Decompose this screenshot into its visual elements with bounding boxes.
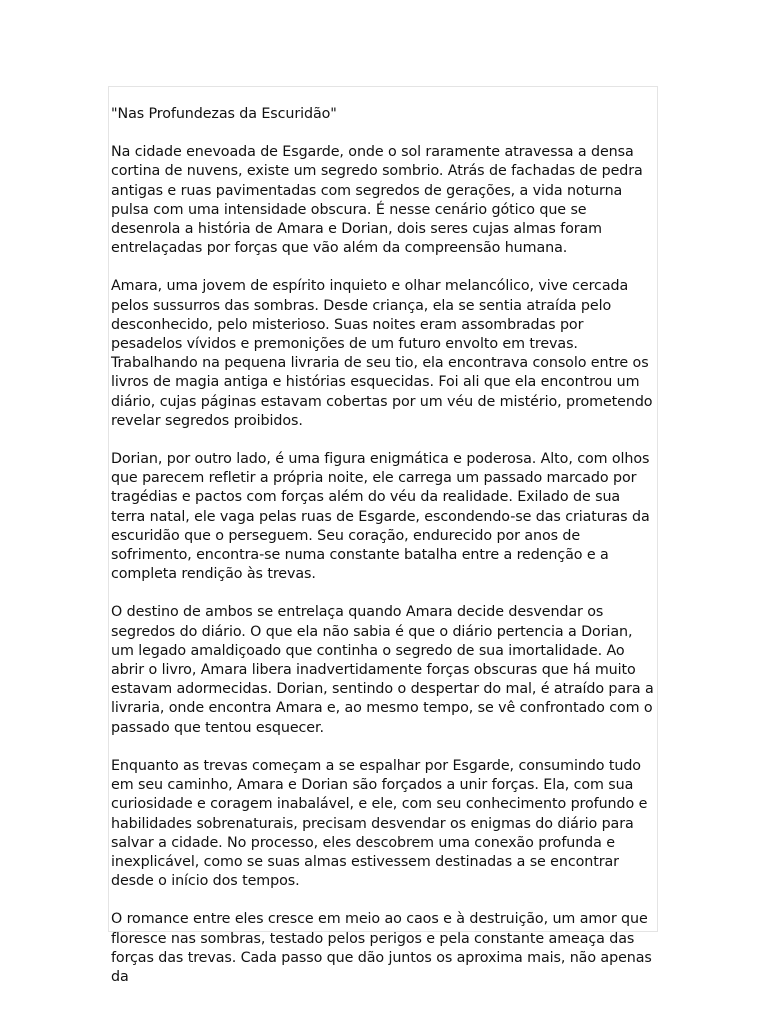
document-content [111,105,657,1006]
text-frame [108,86,658,985]
paragraph-6: O romance entre eles cresce em meio ao caos e à destruição, um amor que floresce nas sombras, testado pelos perigos e pela constante ameaça das forças das trevas. Cada passo que dão juntos os aproxima mais, não apenas da [111,911,652,985]
paragraph-4: O destino de ambos se entrelaça quando Amara decide desvendar os segredos do diário. O que ela não sabia é que o diário pertencia a Dorian, um legado amaldiçoado que continha o segredo de sua imortalidade. Ao abrir o livro, Amara libera inadvertidamente forças obscuras que há muito estavam adormecidas. Dorian, sentindo o despertar do mal, é atraído para a livraria, onde encontra Amara e, ao mesmo tempo, se vê confrontado com o passado que tentou esquecer. [111,604,654,736]
document-title: "Nas Profundezas da Escuridão" [111,106,337,122]
paragraph-2: Amara, uma jovem de espírito inquieto e olhar melancólico, vive cercada pelos sussurros das sombras. Desde criança, ela se sentia atraída pelo desconhecido, pelo misterioso. Suas noites eram assombradas por pesadelos vívidos e premonições de um futuro envolto em trevas. Trabalhando na pequena livraria de seu tio, ela encontrava consolo entre os livros de magia antiga e histórias esquecidas. Foi ali que ela encontrou um diário, cujas páginas estavam cobertas por um véu de mistério, prometendo revelar segredos proibidos. [111,278,653,429]
paragraph-3: Dorian, por outro lado, é uma figura enigmática e poderosa. Alto, com olhos que parecem refletir a própria noite, ele carrega um passado marcado por tragédias e pactos com forças além do véu da realidade. Exilado de sua terra natal, ele vaga pelas ruas de Esgarde, escondendo-se das criaturas da escuridão que o perseguem. Seu coração, endurecido por anos de sofrimento, encontra-se numa constante batalha entre a redenção e a completa rendição às trevas. [111,451,650,583]
paragraph-1: Na cidade enevoada de Esgarde, onde o sol raramente atravessa a densa cortina de nuvens, existe um segredo sombrio. Atrás de fachadas de pedra antigas e ruas pavimentadas com segredos de gerações, a vida noturna pulsa com uma intensidade obscura. É nesse cenário gótico que se desenrola a história de Amara e Dorian, dois seres cujas almas foram entrelaçadas por forças que vão além da compreensão humana. [111,144,643,257]
paragraph-5: Enquanto as trevas começam a se espalhar por Esgarde, consumindo tudo em seu caminho, Amara e Dorian são forçados a unir forças. Ela, com sua curiosidade e coragem inabalável, e ele, com seu conhecimento profundo e habilidades sobrenaturais, precisam desvendar os enigmas do diário para salvar a cidade. No processo, eles descobrem uma conexão profunda e inexplicável, como se suas almas estivessem destinadas a se encontrar desde o início dos tempos. [111,757,648,890]
